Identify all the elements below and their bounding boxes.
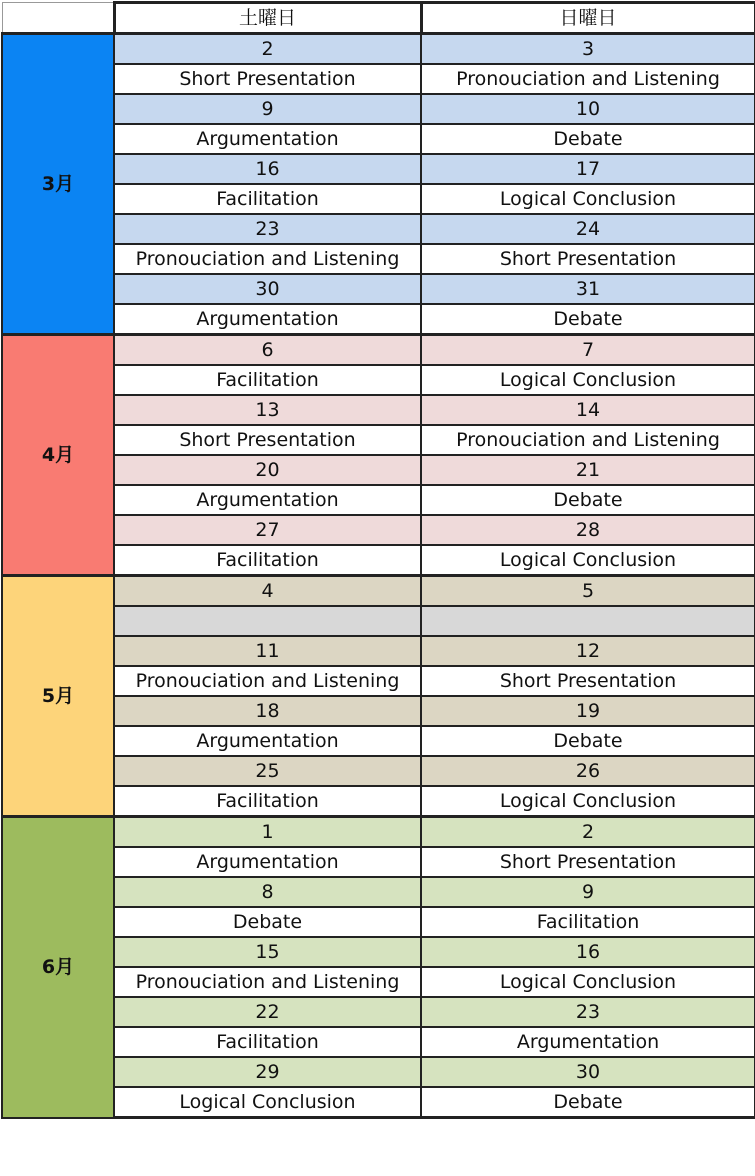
saturday-date-cell: 29 <box>114 1057 421 1087</box>
saturday-date-cell: 13 <box>114 395 421 425</box>
sunday-topic-cell: Facilitation <box>421 907 755 937</box>
sunday-date-cell: 28 <box>421 515 755 545</box>
sunday-topic-cell: Short Presentation <box>421 666 755 696</box>
saturday-topic-cell: Pronouciation and Listening <box>114 666 421 696</box>
sunday-date-cell: 19 <box>421 696 755 726</box>
date-row <box>2 576 755 607</box>
saturday-date-cell: 8 <box>114 877 421 907</box>
saturday-date-cell: 27 <box>114 515 421 545</box>
sunday-date-cell: 17 <box>421 154 755 184</box>
topic-row <box>2 124 755 154</box>
sunday-topic-cell: Argumentation <box>421 1027 755 1057</box>
saturday-date-cell: 4 <box>114 576 421 607</box>
topic-row <box>2 485 755 515</box>
sunday-topic-cell: Logical Conclusion <box>421 967 755 997</box>
date-row <box>2 817 755 848</box>
month-label: 4月 <box>2 335 114 576</box>
sunday-date-cell: 31 <box>421 274 755 304</box>
sunday-date-cell: 14 <box>421 395 755 425</box>
sunday-topic-cell: Logical Conclusion <box>421 786 755 817</box>
saturday-topic-cell: Facilitation <box>114 184 421 214</box>
sunday-date-cell: 23 <box>421 997 755 1027</box>
sunday-topic-cell: Debate <box>421 726 755 756</box>
sunday-topic-cell: Short Presentation <box>421 244 755 274</box>
saturday-topic-cell: Pronouciation and Listening <box>114 967 421 997</box>
date-row <box>2 1057 755 1087</box>
date-row <box>2 455 755 485</box>
saturday-date-cell: 18 <box>114 696 421 726</box>
sunday-date-cell: 12 <box>421 636 755 666</box>
saturday-date-cell: 22 <box>114 997 421 1027</box>
sunday-date-cell: 2 <box>421 817 755 848</box>
topic-row <box>2 184 755 214</box>
saturday-date-cell: 30 <box>114 274 421 304</box>
header-row <box>2 3 755 34</box>
date-row <box>2 756 755 786</box>
saturday-date-cell: 6 <box>114 335 421 366</box>
topic-row <box>2 365 755 395</box>
sunday-topic-cell: Short Presentation <box>421 847 755 877</box>
saturday-topic-cell: Argumentation <box>114 304 421 335</box>
topic-row <box>2 666 755 696</box>
saturday-date-cell: 16 <box>114 154 421 184</box>
saturday-topic-cell: Debate <box>114 907 421 937</box>
sunday-topic-cell: Logical Conclusion <box>421 184 755 214</box>
date-row <box>2 94 755 124</box>
sunday-header: 日曜日 <box>421 3 755 34</box>
corner-cell <box>2 3 114 34</box>
saturday-topic-cell: Argumentation <box>114 847 421 877</box>
sunday-date-cell: 5 <box>421 576 755 607</box>
saturday-date-cell: 1 <box>114 817 421 848</box>
sunday-date-cell: 7 <box>421 335 755 366</box>
saturday-date-cell: 2 <box>114 34 421 65</box>
date-row <box>2 154 755 184</box>
sunday-topic-cell: Debate <box>421 1087 755 1118</box>
date-row <box>2 937 755 967</box>
sunday-date-cell: 26 <box>421 756 755 786</box>
date-row <box>2 877 755 907</box>
saturday-topic-cell <box>114 606 421 636</box>
topic-row <box>2 967 755 997</box>
saturday-header: 土曜日 <box>114 3 421 34</box>
date-row <box>2 34 755 65</box>
saturday-topic-cell: Short Presentation <box>114 425 421 455</box>
saturday-date-cell: 25 <box>114 756 421 786</box>
sunday-topic-cell: Logical Conclusion <box>421 545 755 576</box>
saturday-topic-cell: Argumentation <box>114 485 421 515</box>
saturday-topic-cell: Short Presentation <box>114 64 421 94</box>
topic-row <box>2 1027 755 1057</box>
month-label: 5月 <box>2 576 114 817</box>
saturday-topic-cell: Facilitation <box>114 545 421 576</box>
date-row <box>2 274 755 304</box>
saturday-topic-cell: Facilitation <box>114 365 421 395</box>
date-row <box>2 696 755 726</box>
sunday-topic-cell: Debate <box>421 485 755 515</box>
month-label: 3月 <box>2 34 114 335</box>
sunday-date-cell: 21 <box>421 455 755 485</box>
topic-row <box>2 907 755 937</box>
sunday-topic-cell: Pronouciation and Listening <box>421 64 755 94</box>
sunday-topic-cell: Logical Conclusion <box>421 365 755 395</box>
sunday-topic-cell <box>421 606 755 636</box>
topic-row <box>2 847 755 877</box>
sunday-date-cell: 16 <box>421 937 755 967</box>
sunday-topic-cell: Pronouciation and Listening <box>421 425 755 455</box>
schedule-body <box>2 34 755 1118</box>
saturday-date-cell: 23 <box>114 214 421 244</box>
sunday-date-cell: 3 <box>421 34 755 65</box>
schedule-table <box>1 1 755 1119</box>
topic-row <box>2 1087 755 1118</box>
topic-row <box>2 64 755 94</box>
sunday-topic-cell: Debate <box>421 124 755 154</box>
saturday-topic-cell: Facilitation <box>114 1027 421 1057</box>
sunday-topic-cell: Debate <box>421 304 755 335</box>
topic-row <box>2 244 755 274</box>
topic-row <box>2 606 755 636</box>
topic-row <box>2 786 755 817</box>
sunday-date-cell: 24 <box>421 214 755 244</box>
saturday-topic-cell: Argumentation <box>114 124 421 154</box>
saturday-date-cell: 11 <box>114 636 421 666</box>
topic-row <box>2 726 755 756</box>
saturday-date-cell: 15 <box>114 937 421 967</box>
date-row <box>2 515 755 545</box>
saturday-topic-cell: Pronouciation and Listening <box>114 244 421 274</box>
month-label: 6月 <box>2 817 114 1118</box>
sunday-date-cell: 9 <box>421 877 755 907</box>
topic-row <box>2 545 755 576</box>
date-row <box>2 636 755 666</box>
topic-row <box>2 304 755 335</box>
saturday-topic-cell: Logical Conclusion <box>114 1087 421 1118</box>
date-row <box>2 997 755 1027</box>
saturday-date-cell: 9 <box>114 94 421 124</box>
topic-row <box>2 425 755 455</box>
saturday-topic-cell: Facilitation <box>114 786 421 817</box>
sunday-date-cell: 30 <box>421 1057 755 1087</box>
date-row <box>2 335 755 366</box>
saturday-date-cell: 20 <box>114 455 421 485</box>
date-row <box>2 395 755 425</box>
sunday-date-cell: 10 <box>421 94 755 124</box>
saturday-topic-cell: Argumentation <box>114 726 421 756</box>
date-row <box>2 214 755 244</box>
